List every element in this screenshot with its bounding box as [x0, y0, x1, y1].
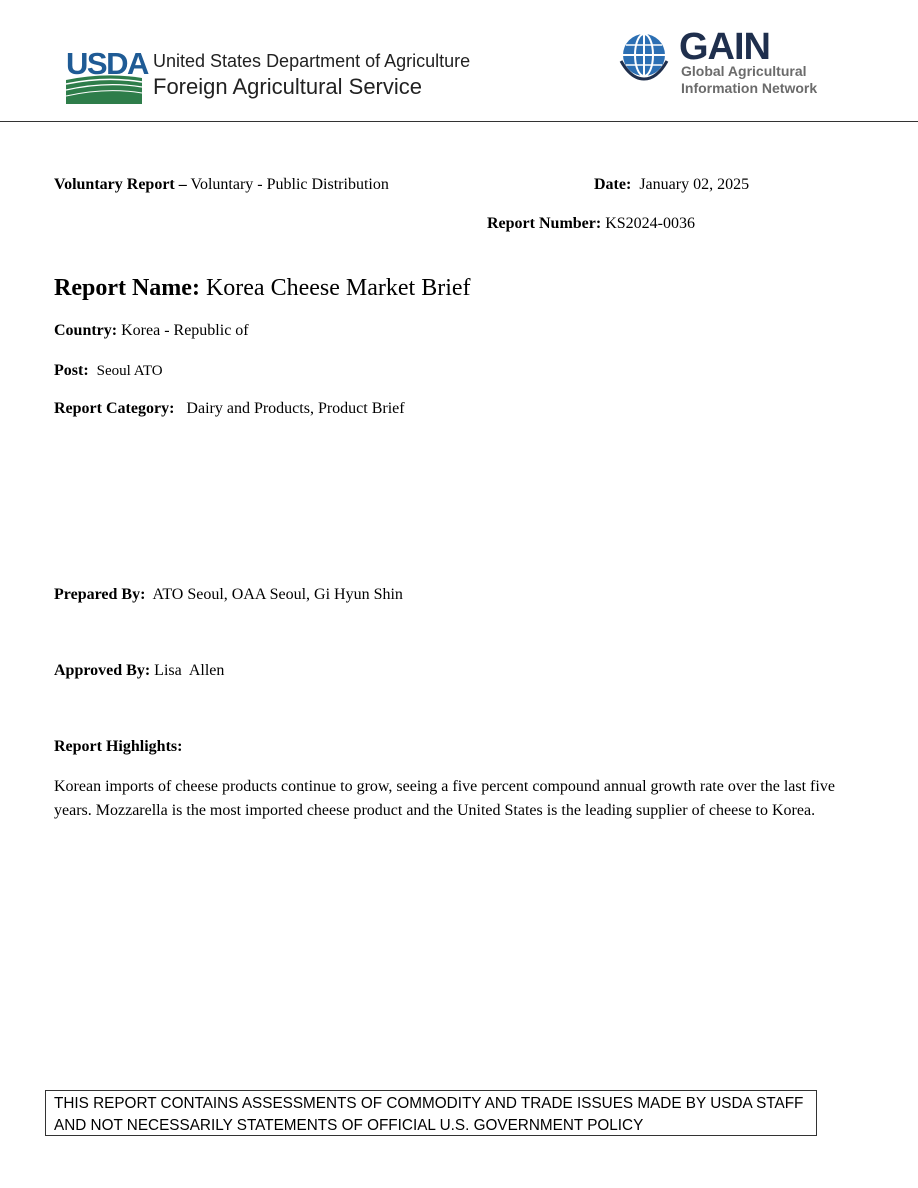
highlights-text: Korean imports of cheese products continue to grow, seeing a five percent compound annual growth rate over the last five years. Mozzarella is the most imported cheese product and the United States is the leading supplier of cheese to Korea.	[54, 778, 835, 819]
prepared-by-label: Prepared By:	[54, 586, 146, 603]
agency-name: Foreign Agricultural Service	[153, 74, 423, 99]
category-label: Report Category:	[54, 400, 175, 417]
report-type	[54, 176, 389, 194]
prepared-by-field	[54, 586, 403, 604]
date-value: January 02, 2025	[639, 176, 750, 193]
gain-globe-icon	[617, 31, 671, 83]
usda-abbrev: USDA	[66, 46, 148, 81]
gain-title: GAIN	[679, 26, 770, 68]
post-value: Seoul ATO	[96, 363, 163, 379]
disclaimer-line2: AND NOT NECESSARILY STATEMENTS OF OFFICIAL U.S. GOVERNMENT POLICY	[54, 1116, 644, 1134]
report-number	[487, 215, 695, 233]
disclaimer-box	[45, 1090, 817, 1136]
header-divider	[0, 121, 918, 122]
prepared-by-value: ATO Seoul, OAA Seoul, Gi Hyun Shin	[152, 586, 403, 603]
post-field	[54, 362, 163, 380]
category-field	[54, 400, 405, 418]
gain-subtitle-line1: Global Agricultural	[681, 63, 807, 79]
report-date	[594, 176, 749, 194]
report-number-value: KS2024-0036	[605, 215, 695, 232]
date-label: Date:	[594, 176, 632, 193]
report-name	[54, 275, 471, 302]
gain-subtitle-line2: Information Network	[681, 80, 818, 96]
country-label: Country:	[54, 322, 118, 339]
report-number-label: Report Number:	[487, 215, 602, 232]
category-value: Dairy and Products, Product Brief	[186, 400, 405, 417]
report-name-label: Report Name:	[54, 275, 200, 301]
department-name: United States Department of Agriculture	[153, 51, 471, 71]
disclaimer-line1: THIS REPORT CONTAINS ASSESSMENTS OF COMMODITY AND TRADE ISSUES MADE BY USDA STAFF	[54, 1095, 804, 1112]
post-label: Post:	[54, 362, 89, 379]
approved-by-value: Lisa Allen	[154, 662, 225, 679]
approved-by-label: Approved By:	[54, 662, 151, 679]
report-type-label: Voluntary Report –	[54, 176, 187, 193]
approved-by-field	[54, 662, 224, 680]
report-name-value: Korea Cheese Market Brief	[205, 275, 471, 301]
country-field	[54, 322, 249, 340]
highlights-heading: Report Highlights:	[54, 738, 183, 755]
country-value: Korea - Republic of	[121, 322, 249, 339]
report-type-value: Voluntary - Public Distribution	[190, 176, 389, 193]
